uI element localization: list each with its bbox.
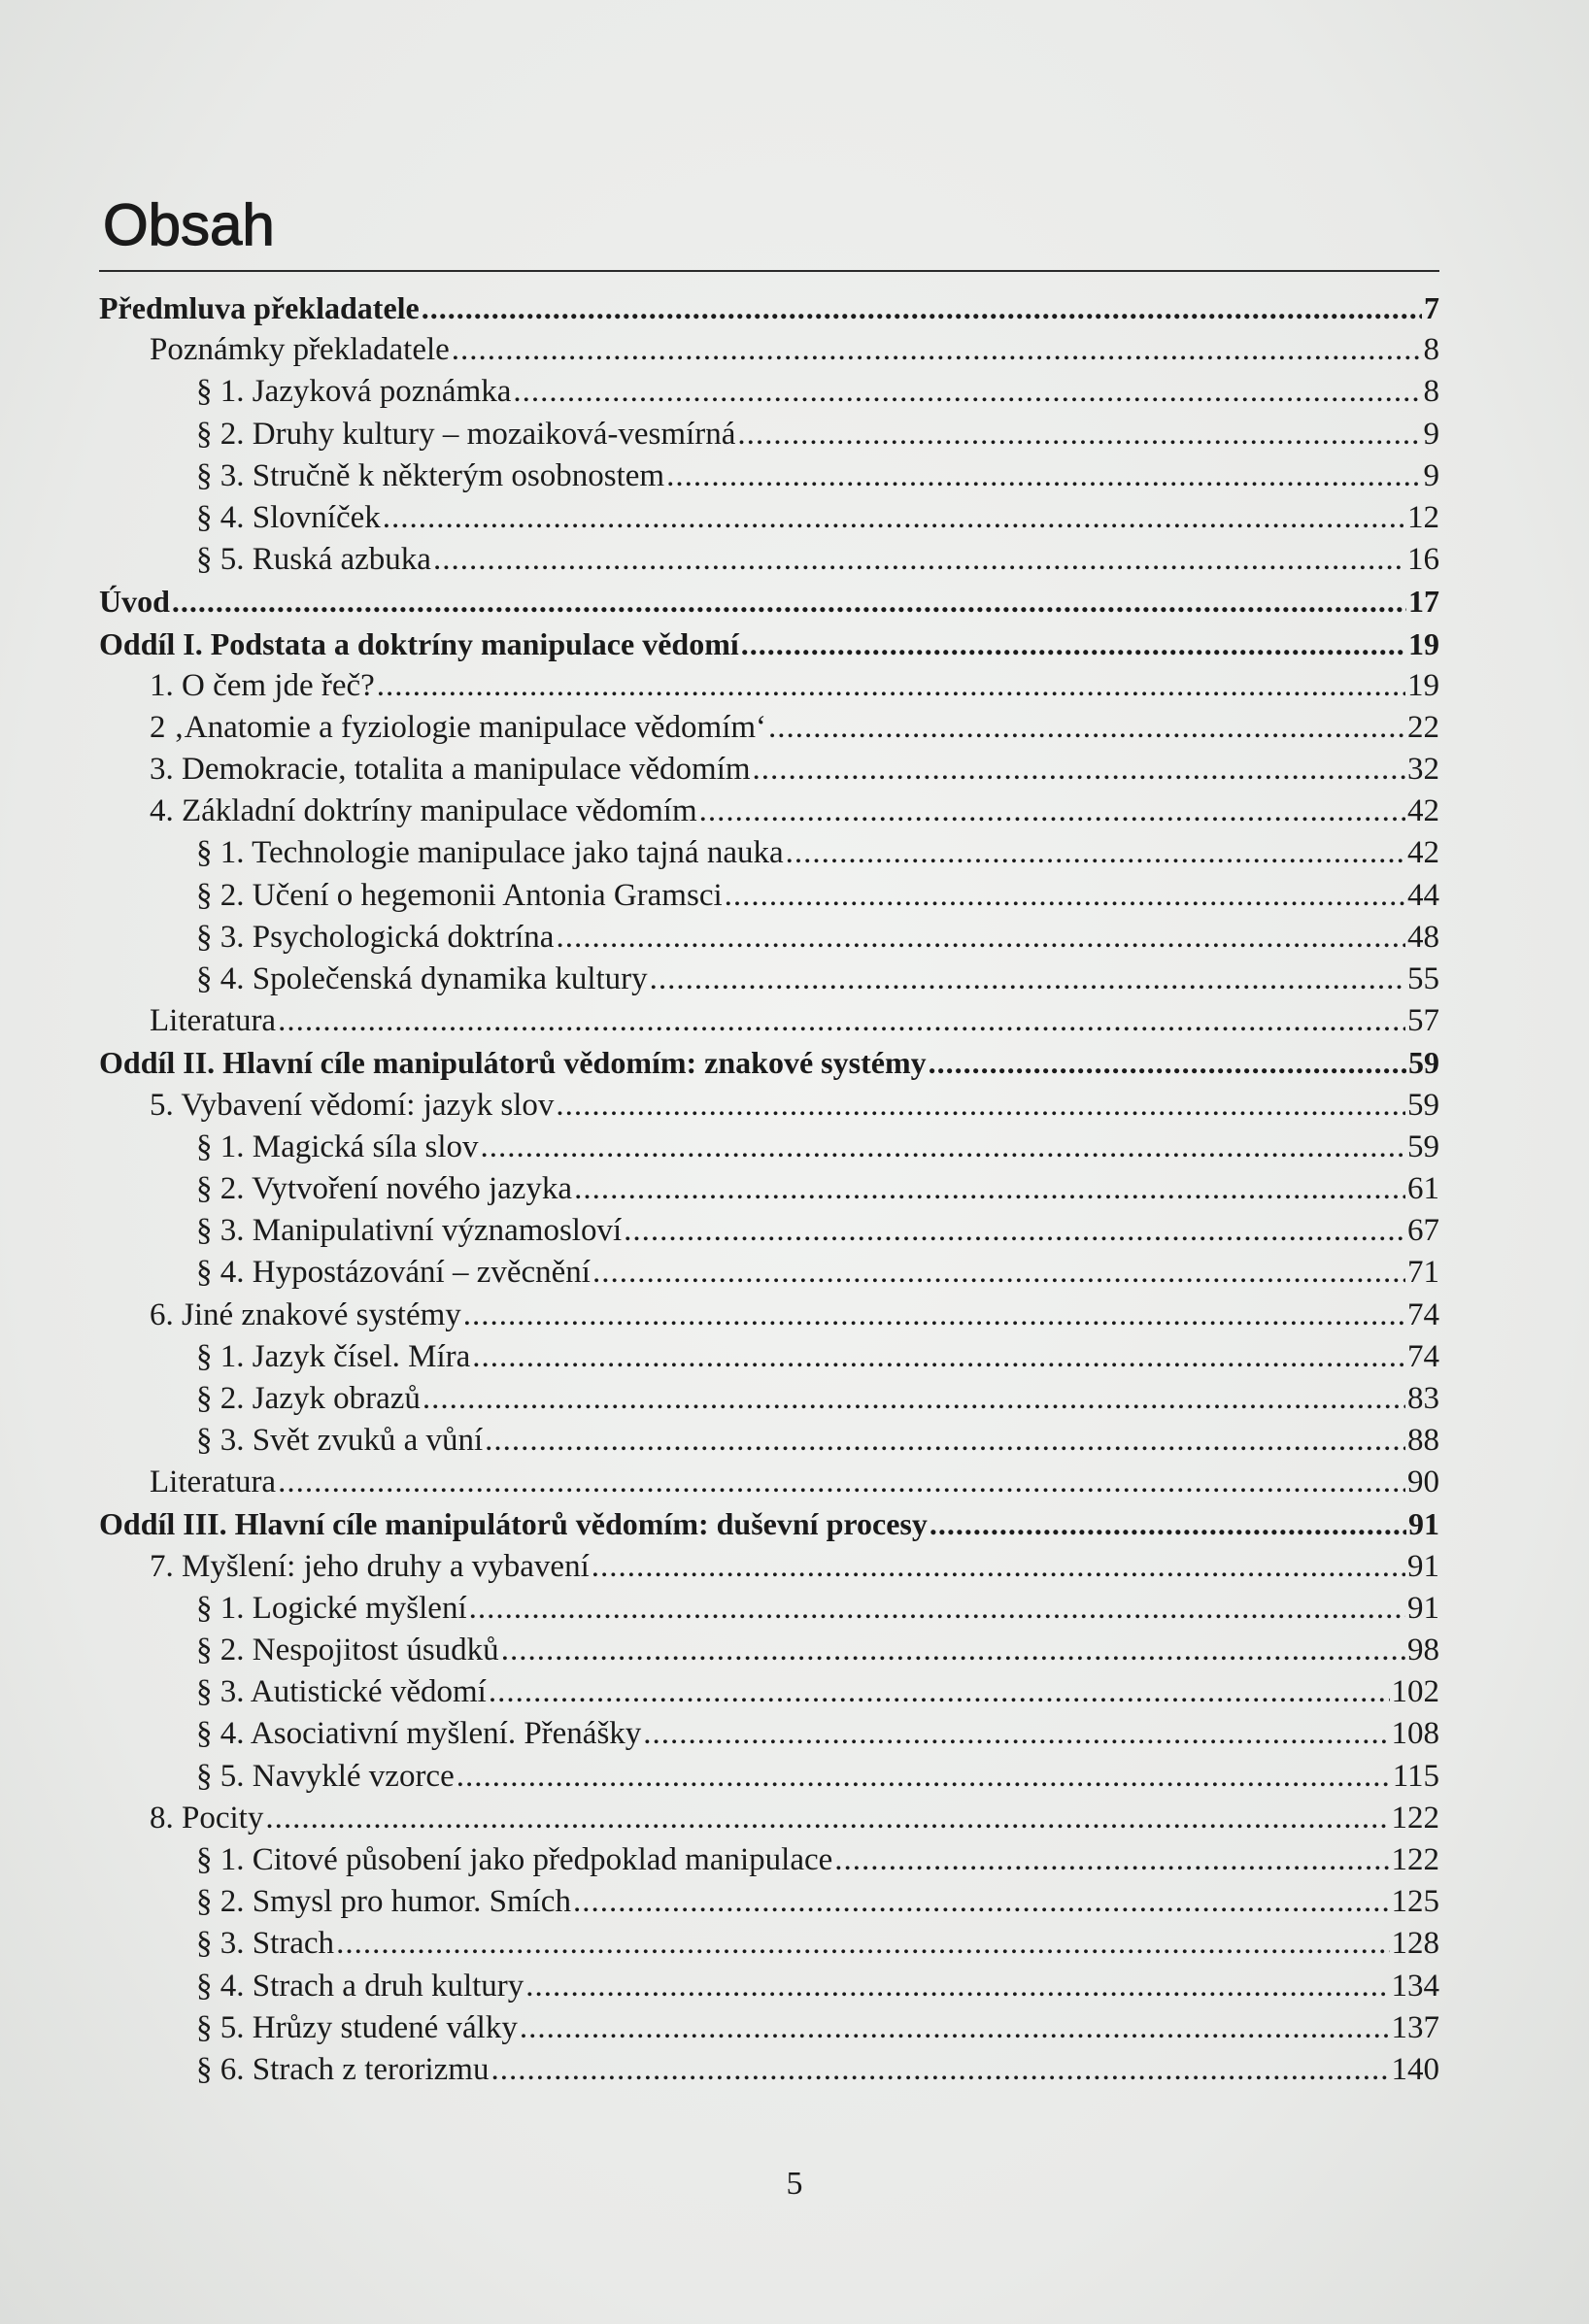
toc-entry-label: § 1. Technologie manipulace jako tajná nauka [196, 835, 784, 871]
toc-entry-page: 61 [1407, 1170, 1439, 1206]
toc-entry-page: 134 [1391, 1968, 1439, 2004]
dot-leader [265, 1801, 1389, 1836]
toc-entry[interactable] [99, 1549, 1439, 1591]
toc-entry[interactable] [99, 1633, 1439, 1674]
toc-entry-page: 22 [1407, 709, 1439, 745]
toc-entry-label: § 2. Vytvoření nového jazyka [196, 1170, 573, 1206]
toc-entry-label: § 1. Magická síla slov [196, 1128, 479, 1164]
toc-entry[interactable] [99, 542, 1439, 584]
toc-entry[interactable] [99, 2052, 1439, 2094]
toc-entry-page: 57 [1407, 1003, 1439, 1039]
toc-entry-page: 122 [1391, 1841, 1439, 1877]
dot-leader [456, 1759, 1391, 1795]
toc-entry-label: § 1. Logické myšlení [196, 1590, 467, 1626]
dot-leader [383, 500, 1405, 536]
toc-entry-label: § 2. Smysl pro humor. Smích [196, 1884, 571, 1920]
dot-leader [278, 1003, 1405, 1039]
toc-entry-page: 17 [1408, 584, 1439, 620]
toc-entry-label: Oddíl I. Podstata a doktríny manipulace vědomí [99, 625, 739, 661]
dot-leader [725, 878, 1405, 914]
toc-entry-page: 91 [1407, 1548, 1439, 1584]
dot-leader [485, 1423, 1405, 1459]
toc-entry-page: 91 [1407, 1590, 1439, 1626]
title-rule [99, 270, 1439, 272]
toc-entry-page: 59 [1408, 1045, 1439, 1081]
toc-entry[interactable] [99, 1884, 1439, 1926]
toc-entry-label: § 4. Strach a druh kultury [196, 1968, 524, 2004]
toc-entry[interactable] [99, 1339, 1439, 1381]
toc-entry-page: 16 [1407, 542, 1439, 578]
toc-entry[interactable] [99, 1213, 1439, 1255]
dot-leader [433, 542, 1405, 578]
toc-entry-page: 44 [1407, 877, 1439, 913]
toc-entry-label: § 2. Jazyk obrazů [196, 1380, 421, 1416]
toc-entry-page: 74 [1407, 1338, 1439, 1374]
toc-entry[interactable] [99, 1088, 1439, 1129]
toc-entry-label: § 4. Společenská dynamika kultury [196, 961, 648, 996]
dot-leader [525, 1969, 1389, 2004]
dot-leader [624, 1213, 1405, 1249]
toc-entry[interactable] [99, 752, 1439, 793]
toc-entry-label: § 3. Autistické vědomí [196, 1674, 487, 1710]
toc-entry-label: § 3. Manipulativní významosloví [196, 1213, 623, 1249]
toc-entry-label: 2 ‚Anatomie a fyziologie manipulace vědomím‘ [150, 709, 767, 745]
toc-entry-label: § 2. Nespojitost úsudků [196, 1633, 499, 1667]
dot-leader [377, 668, 1405, 704]
toc-entry[interactable] [99, 458, 1439, 500]
toc-entry[interactable] [99, 1926, 1439, 1968]
toc-entry[interactable] [99, 961, 1439, 1003]
toc-entry[interactable] [99, 1423, 1439, 1465]
dot-leader [452, 332, 1422, 368]
toc-section [99, 190, 1439, 2094]
dot-leader [741, 626, 1406, 662]
toc-entry-label: § 2. Učení o hegemonii Antonia Gramsci [196, 877, 723, 913]
toc-entry-page: 8 [1423, 332, 1439, 368]
dot-leader [834, 1842, 1389, 1878]
toc-entry[interactable] [99, 1506, 1439, 1548]
toc-entry-page: 67 [1407, 1213, 1439, 1249]
toc-entry-label: Literatura [150, 1465, 277, 1500]
toc-entry[interactable] [99, 290, 1439, 332]
toc-entry-label: § 3. Stručně k některým osobnostem [196, 457, 665, 493]
dot-leader [556, 1088, 1405, 1124]
toc-entry-page: 91 [1408, 1506, 1439, 1542]
toc-entry-page: 55 [1407, 961, 1439, 996]
toc-entry-label: 6. Jiné znakové systémy [150, 1297, 461, 1332]
dot-leader [643, 1716, 1389, 1752]
toc-entry-page: 9 [1423, 416, 1439, 452]
toc-entry[interactable] [99, 2010, 1439, 2052]
dot-leader [768, 710, 1405, 746]
toc-entry-page: 88 [1407, 1423, 1439, 1459]
toc-entry-label: 8. Pocity [150, 1800, 264, 1836]
toc-entry-page: 71 [1407, 1255, 1439, 1291]
toc-entry[interactable] [99, 1255, 1439, 1297]
toc-entry[interactable] [99, 835, 1439, 877]
toc-entry-page: 115 [1392, 1758, 1439, 1794]
toc-entry[interactable] [99, 1465, 1439, 1506]
toc-entry-label: § 1. Citové působení jako předpoklad manipulace [196, 1841, 833, 1877]
toc-entry[interactable] [99, 417, 1439, 458]
toc-entry-label: 7. Myšlení: jeho druhy a vybavení [150, 1548, 590, 1584]
toc-entry-label: 4. Základní doktríny manipulace vědomím [150, 793, 697, 829]
toc-entry-label: Literatura [150, 1003, 277, 1039]
toc-entry-page: 59 [1407, 1087, 1439, 1123]
toc-entry-label: § 6. Strach z terorizmu [196, 2051, 490, 2087]
toc-entry-label: Úvod [99, 584, 170, 620]
dot-leader [520, 2010, 1390, 2046]
dot-leader [573, 1884, 1390, 1920]
toc-entry[interactable] [99, 710, 1439, 752]
toc-entry-page: 32 [1407, 752, 1439, 788]
toc-entry-label: Poznámky překladatele [150, 332, 450, 368]
dot-leader [666, 458, 1421, 494]
toc-entry[interactable] [99, 1003, 1439, 1045]
dot-leader [592, 1255, 1405, 1291]
dot-leader [574, 1171, 1405, 1207]
dot-leader [422, 290, 1422, 326]
toc-entry[interactable] [99, 1674, 1439, 1716]
toc-entry[interactable] [99, 1297, 1439, 1339]
toc-entry[interactable] [99, 1591, 1439, 1633]
toc-entry-label: § 1. Jazyk čísel. Míra [196, 1338, 471, 1374]
toc-entry[interactable] [99, 1381, 1439, 1423]
toc-entry[interactable] [99, 332, 1439, 374]
toc-entry[interactable] [99, 1969, 1439, 2010]
dot-leader [423, 1381, 1405, 1417]
toc-entry-page: 59 [1407, 1128, 1439, 1164]
toc-entry-page: 125 [1391, 1884, 1439, 1920]
dot-leader [481, 1129, 1405, 1165]
toc-entry-page: 48 [1407, 919, 1439, 955]
dot-leader [336, 1926, 1389, 1962]
toc-entry-page: 102 [1391, 1674, 1439, 1710]
toc-entry-page: 8 [1423, 374, 1439, 410]
toc-entry[interactable] [99, 793, 1439, 835]
toc-entry-label: § 3. Strach [196, 1926, 335, 1962]
toc-entry[interactable] [99, 1129, 1439, 1171]
toc-entry[interactable] [99, 1759, 1439, 1801]
dot-leader [469, 1591, 1405, 1627]
toc-entry-label: § 5. Ruská azbuka [196, 542, 431, 578]
toc-entry-page: 108 [1391, 1716, 1439, 1752]
toc-entry-label: Oddíl II. Hlavní cíle manipulátorů vědomím: znakové systémy [99, 1045, 927, 1081]
page-number: 5 [786, 2166, 803, 2202]
dot-leader [650, 961, 1405, 997]
toc-entry-label: § 4. Asociativní myšlení. Přenášky [196, 1716, 642, 1752]
toc-entry[interactable] [99, 1716, 1439, 1758]
toc-entry-page: 7 [1424, 290, 1439, 325]
toc-entry-page: 19 [1408, 625, 1439, 661]
toc-entry-page: 74 [1407, 1297, 1439, 1332]
toc-entry-label: § 1. Jazyková poznámka [196, 374, 512, 410]
dot-leader [501, 1633, 1405, 1668]
toc-entry-label: 3. Demokracie, totalita a manipulace vědomím [150, 752, 751, 788]
toc-entry-page: 140 [1391, 2051, 1439, 2087]
toc-entry-page: 90 [1407, 1465, 1439, 1500]
toc-entry-label: Oddíl III. Hlavní cíle manipulátorů vědomím: duševní procesy [99, 1506, 928, 1542]
toc-entry[interactable] [99, 584, 1439, 625]
toc-entry-label: § 3. Svět zvuků a vůní [196, 1423, 484, 1459]
toc-entry-label: Předmluva překladatele [99, 290, 420, 325]
dot-leader [556, 920, 1405, 956]
toc-entry[interactable] [99, 1171, 1439, 1213]
dot-leader [278, 1465, 1405, 1500]
dot-leader [737, 417, 1421, 453]
toc-entry[interactable] [99, 1801, 1439, 1842]
toc-entry-page: 9 [1423, 457, 1439, 493]
dot-leader [592, 1549, 1405, 1585]
toc-entry[interactable] [99, 878, 1439, 920]
dot-leader [930, 1506, 1406, 1542]
dot-leader [463, 1297, 1405, 1333]
toc-entry-page: 128 [1391, 1926, 1439, 1962]
toc-entry-page: 137 [1391, 2009, 1439, 2045]
toc-entry-label: § 2. Druhy kultury – mozaiková-vesmírná [196, 416, 736, 452]
toc-entry[interactable] [99, 668, 1439, 710]
toc-entry-label: § 4. Hypostázování – zvěcnění [196, 1255, 591, 1291]
dot-leader [513, 374, 1421, 410]
toc-entry-page: 42 [1407, 793, 1439, 829]
toc-entry-label: 1. O čem jde řeč? [150, 667, 375, 703]
dot-leader [929, 1045, 1406, 1081]
toc-entry-page: 19 [1407, 667, 1439, 703]
dot-leader [699, 793, 1405, 829]
toc-entry[interactable] [99, 1842, 1439, 1884]
toc-entry-label: § 5. Navyklé vzorce [196, 1758, 455, 1794]
toc-entry-label: § 5. Hrůzy studené války [196, 2009, 518, 2045]
toc-entry-page: 122 [1391, 1800, 1439, 1836]
dot-leader [489, 1674, 1390, 1710]
toc-entry-label: § 3. Psychologická doktrína [196, 919, 555, 955]
dot-leader [490, 2052, 1389, 2088]
toc-entry[interactable] [99, 920, 1439, 961]
dot-leader [786, 835, 1405, 871]
toc-entry[interactable] [99, 374, 1439, 416]
page-title: Obsah [103, 192, 275, 257]
toc-entry[interactable] [99, 500, 1439, 542]
dot-leader [172, 584, 1406, 620]
toc-entry-label: 5. Vybavení vědomí: jazyk slov [150, 1087, 555, 1123]
toc-entry[interactable] [99, 626, 1439, 668]
toc-entry-page: 12 [1407, 499, 1439, 535]
dot-leader [472, 1339, 1405, 1375]
toc-entry-page: 42 [1407, 835, 1439, 871]
dot-leader [753, 752, 1405, 788]
toc-entry[interactable] [99, 1045, 1439, 1087]
toc-entry-page: 98 [1407, 1633, 1439, 1667]
toc-list [99, 290, 1439, 2094]
toc-entry-page: 83 [1407, 1380, 1439, 1416]
toc-entry-label: § 4. Slovníček [196, 499, 381, 535]
